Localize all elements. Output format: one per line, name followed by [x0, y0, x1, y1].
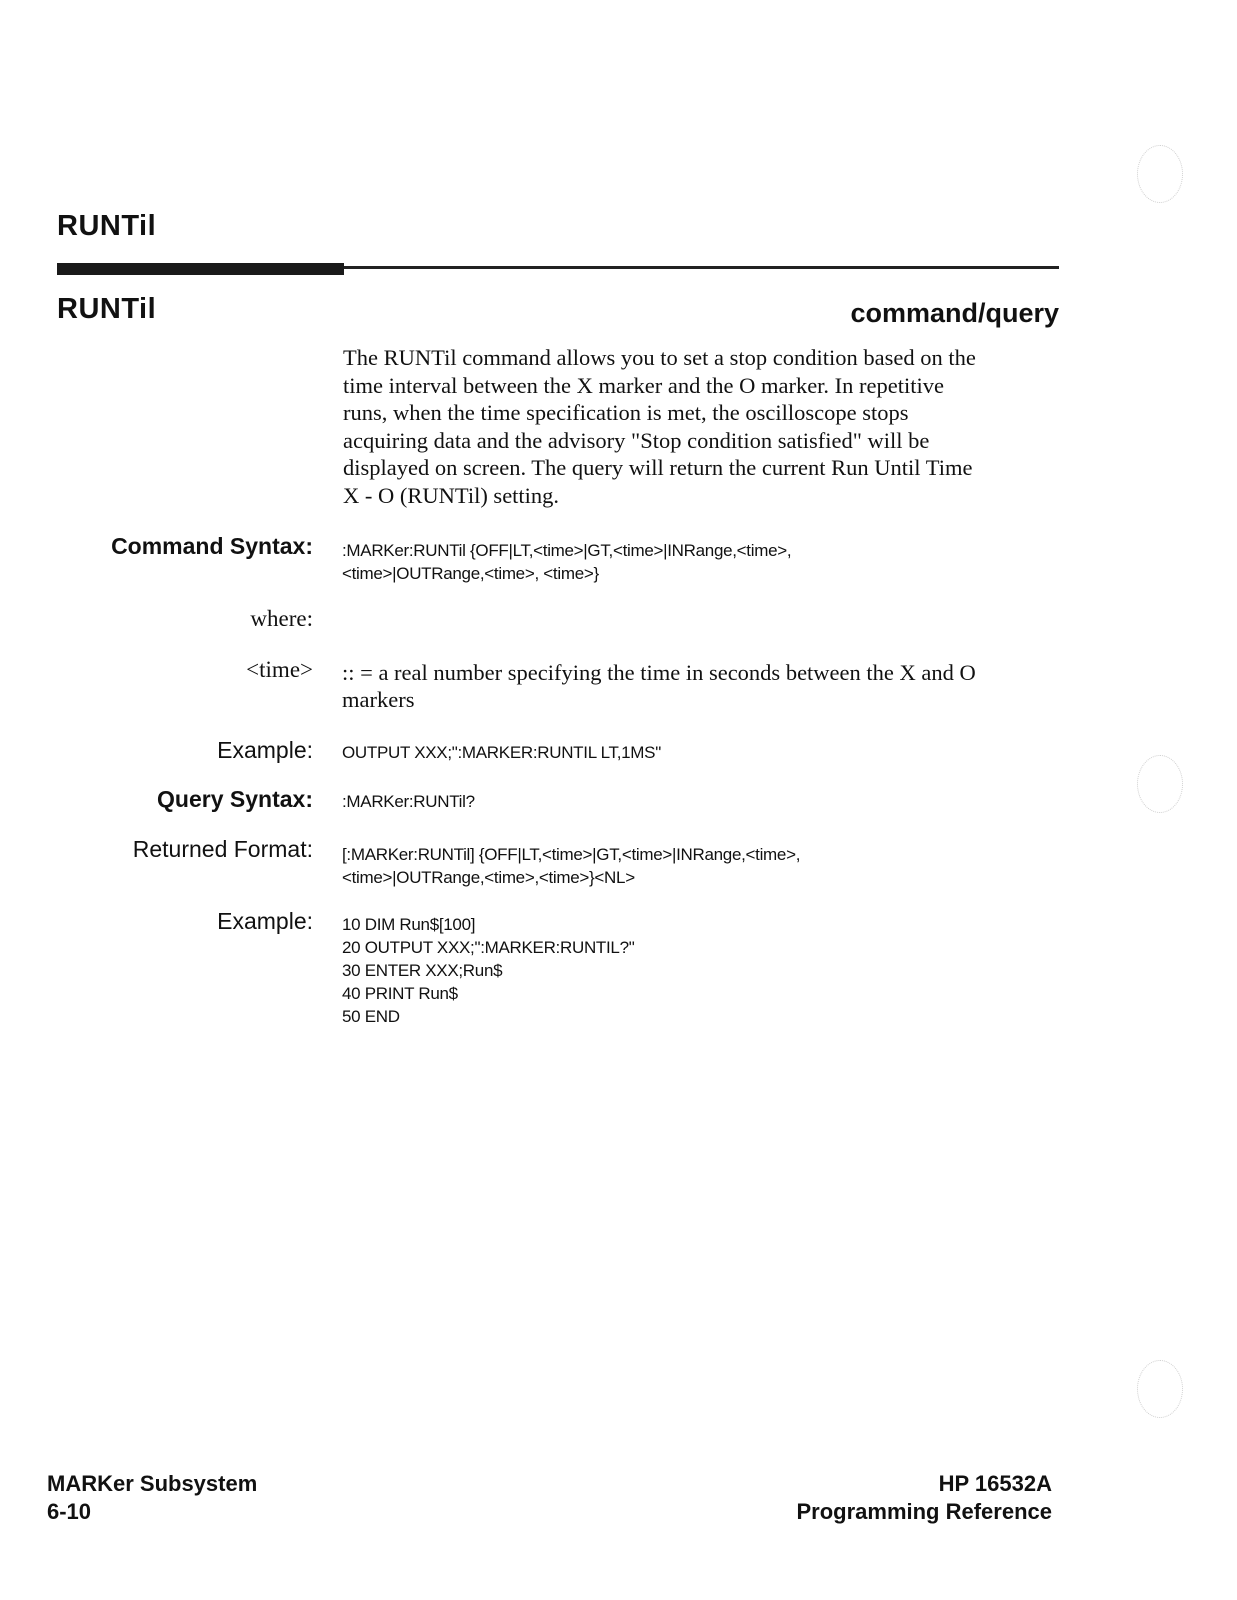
query-syntax-value: :MARKer:RUNTil? — [342, 792, 475, 811]
returned-format-value — [342, 843, 1062, 889]
returned-format-label: Returned Format: — [132, 836, 313, 862]
page-header-title: RUNTil — [57, 210, 157, 242]
time-param-line: markers — [342, 687, 415, 712]
time-param-line: :: = a real number specifying the time in seconds between the X and O — [342, 660, 976, 685]
returned-format-line: <time>|OUTRange,<time>,<time>}<NL> — [342, 868, 635, 887]
header-rule-thick — [57, 263, 344, 275]
command-description — [343, 344, 1063, 509]
time-param-description — [342, 659, 1062, 713]
example-program-listing — [342, 913, 1062, 1028]
where-label: where: — [250, 606, 313, 631]
description-line: X - O (RUNTil) setting. — [343, 482, 560, 508]
footer-section-name: MARKer Subsystem — [47, 1471, 258, 1496]
punch-hole — [1137, 145, 1183, 203]
command-syntax-value — [342, 539, 1062, 585]
command-title: RUNTil — [57, 293, 157, 325]
footer-left — [47, 1470, 257, 1526]
program-line: 40 PRINT Run$ — [342, 984, 458, 1003]
footer-manual-title: Programming Reference — [796, 1499, 1052, 1524]
command-syntax-label: Command Syntax: — [111, 533, 313, 559]
punch-hole — [1137, 755, 1183, 813]
returned-format-line: [:MARKer:RUNTil] {OFF|LT,<time>|GT,<time>|INRange,<time>, — [342, 845, 801, 864]
description-line: acquiring data and the advisory "Stop condition satisfied" will be — [343, 427, 930, 453]
program-line: 50 END — [342, 1007, 400, 1026]
footer-page-number: 6-10 — [47, 1499, 92, 1524]
program-line: 10 DIM Run$[100] — [342, 915, 476, 934]
punch-hole — [1137, 1360, 1183, 1418]
example-command: OUTPUT XXX;":MARKER:RUNTIL LT,1MS" — [342, 743, 661, 762]
footer-product-name: HP 16532A — [938, 1471, 1052, 1496]
command-syntax-line: :MARKer:RUNTil {OFF|LT,<time>|GT,<time>|INRange,<time>, — [342, 541, 792, 560]
header-rule-thin — [344, 266, 1059, 269]
query-syntax-label: Query Syntax: — [157, 786, 313, 812]
command-type: command/query — [850, 298, 1059, 328]
program-line: 20 OUTPUT XXX;":MARKER:RUNTIL?" — [342, 938, 635, 957]
time-param-label: <time> — [246, 657, 313, 682]
description-line: runs, when the time specification is met, the oscilloscope stops — [343, 400, 909, 425]
description-line: time interval between the X marker and the O marker. In repetitive — [343, 372, 945, 398]
description-line: displayed on screen. The query will return the current Run Until Time — [343, 455, 973, 480]
description-line: The RUNTil command allows you to set a stop condition based on the — [343, 345, 976, 370]
program-line: 30 ENTER XXX;Run$ — [342, 961, 503, 980]
footer-right — [796, 1470, 1052, 1526]
example-label: Example: — [217, 908, 313, 934]
example-label: Example: — [217, 737, 313, 763]
command-syntax-line: <time>|OUTRange,<time>, <time>} — [342, 564, 599, 583]
